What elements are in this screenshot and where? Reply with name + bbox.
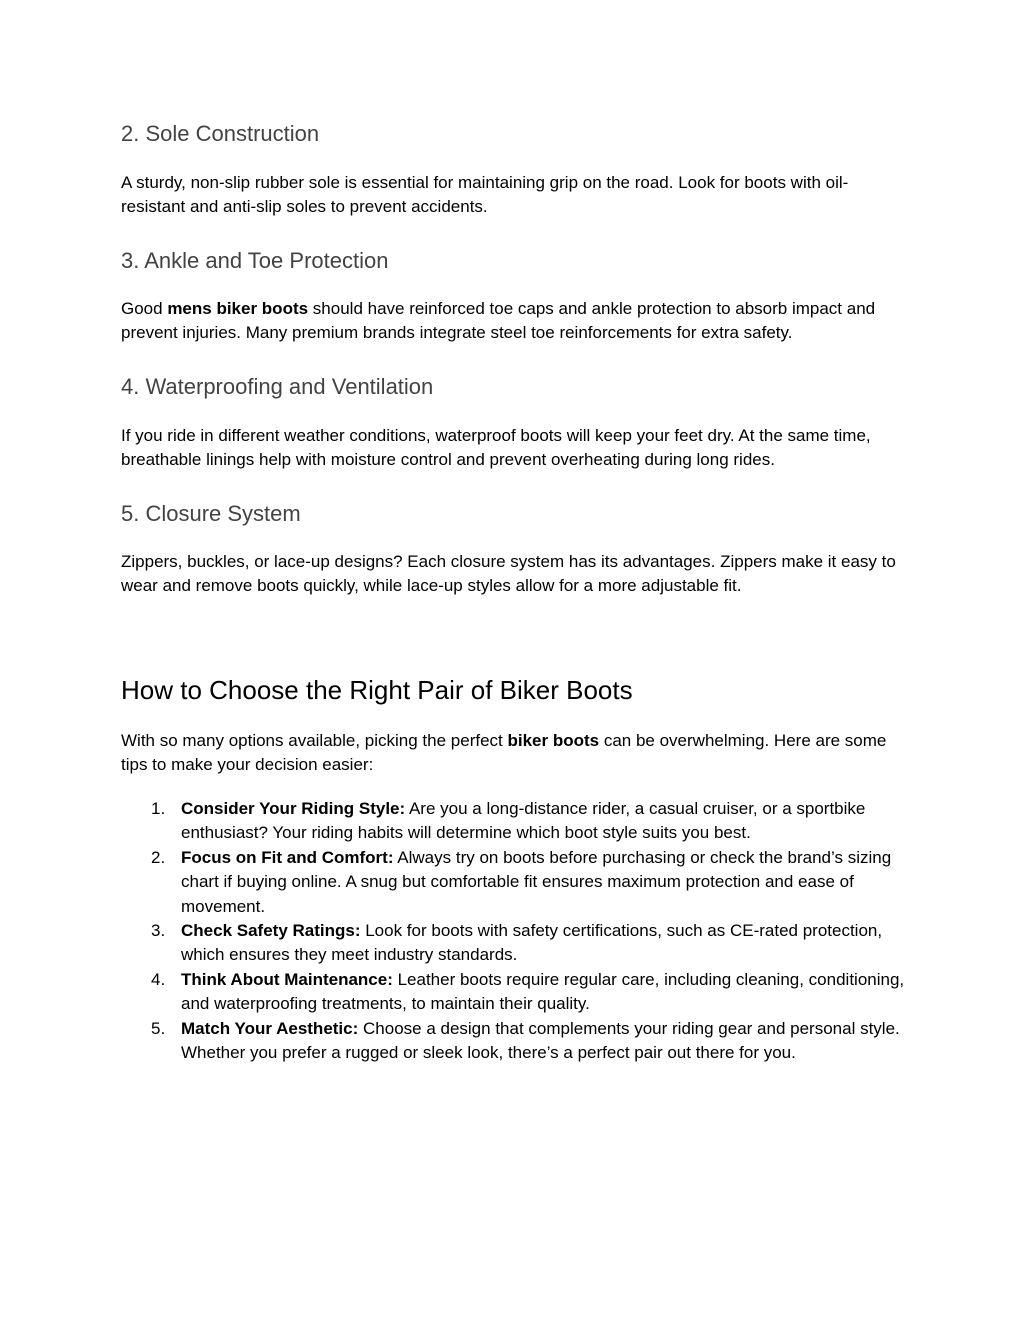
section-heading-waterproofing: 4. Waterproofing and Ventilation <box>121 374 434 399</box>
list-number: 5. <box>151 1018 166 1038</box>
list-item <box>121 797 911 846</box>
body-text: With so many options available, picking the perfect <box>121 731 508 750</box>
tip-text: Choose a design that complements your riding gear and personal style. Whether you prefer a rugged or sleek look, there’s a perfect pair out there for you. <box>181 1018 900 1063</box>
body-text: can be overwhelming. Here are some tips to make your decision easier: <box>121 731 887 775</box>
keyword-link-mens-biker-boots: mens biker boots <box>167 299 309 318</box>
tip-label: Check Safety Ratings: <box>181 921 361 941</box>
tip-text: Always try on boots before purchasing or check the brand’s sizing chart if buying online. A snug but comfortable fit ensures maximum protection and ease of movement. <box>181 847 892 916</box>
tip-text: Leather boots require regular care, including cleaning, conditioning, and waterproofing treatments, to maintain their quality. <box>181 969 905 1014</box>
section-body-closure-system: Zippers, buckles, or lace-up designs? Each closure system has its advantages. Zippers make it easy to wear and remove boots quickly, while lace-up styles allow for a more adjustable fit. <box>121 552 896 596</box>
body-text: should have reinforced toe caps and ankle protection to absorb impact and prevent injuries. Many premium brands integrate steel toe reinforcements for extra safety. <box>121 299 876 343</box>
list-item <box>121 919 911 968</box>
section-body-ankle-toe-protection <box>121 297 911 346</box>
page-title-how-to-choose: How to Choose the Right Pair of Biker Boots <box>121 675 633 705</box>
tip-label: Focus on Fit and Comfort: <box>181 847 394 867</box>
section-body-waterproofing: If you ride in different weather conditions, waterproof boots will keep your feet dry. At the same time, breathable linings help with moisture control and prevent overheating during long rides. <box>121 426 871 470</box>
section-heading-closure-system: 5. Closure System <box>121 501 301 526</box>
tip-text: Are you a long-distance rider, a casual cruiser, or a sportbike enthusiast? Your riding habits will determine which boot style suits you best. <box>181 799 866 843</box>
body-text: Good <box>121 299 168 318</box>
list-item <box>121 968 911 1017</box>
tip-label: Match Your Aesthetic: <box>181 1018 359 1038</box>
section-heading-sole-construction: 2. Sole Construction <box>121 121 320 146</box>
list-number: 1. <box>151 799 166 818</box>
intro-paragraph <box>121 729 911 778</box>
tip-text: Look for boots with safety certifications, such as CE-rated protection, which ensures they meet industry standards. <box>181 921 883 965</box>
tip-label: Consider Your Riding Style: <box>181 799 406 818</box>
tip-label: Think About Maintenance: <box>181 969 393 989</box>
tips-list <box>121 797 911 1065</box>
list-number: 3. <box>151 921 166 941</box>
list-item <box>121 846 911 919</box>
list-item <box>121 1017 911 1066</box>
keyword-biker-boots: biker boots <box>507 731 600 750</box>
section-body-sole-construction: A sturdy, non-slip rubber sole is essential for maintaining grip on the road. Look for boots with oil-resistant and anti-slip soles to prevent accidents. <box>121 173 849 217</box>
list-number: 4. <box>151 969 166 989</box>
section-heading-ankle-toe-protection: 3. Ankle and Toe Protection <box>121 248 389 273</box>
list-number: 2. <box>151 847 166 867</box>
